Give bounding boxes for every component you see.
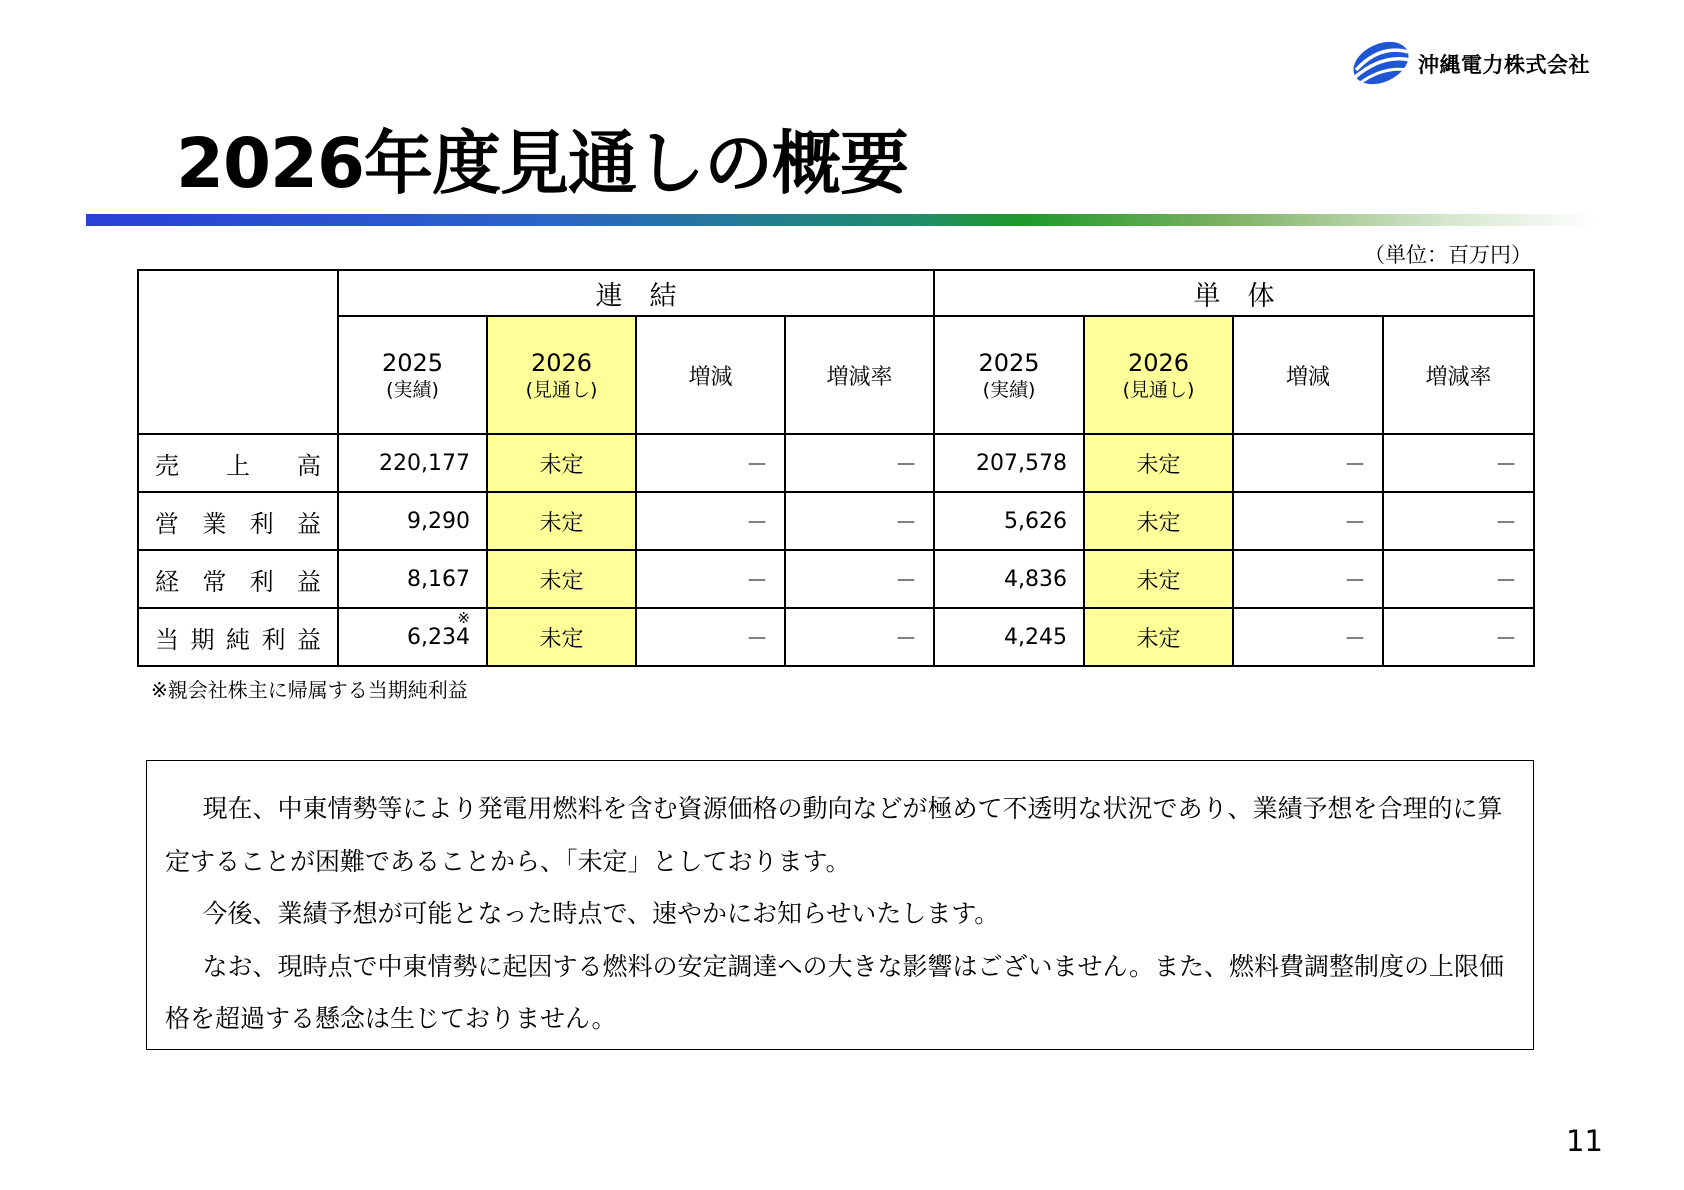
cell-value: 未定 [1084,434,1233,492]
col-header-change-rate-consolidated: 増減率 [785,316,934,434]
table-row [138,492,1534,550]
note-mark: ※ [457,609,470,627]
table-corner-cell [138,270,338,434]
col-header-2025-consolidated [338,316,487,434]
cell-value: － [1383,434,1534,492]
col-year: 2025 [978,349,1040,377]
company-name: 沖縄電力株式会社 [1418,53,1590,77]
cell-value: 4,245 [934,608,1084,666]
cell-value: － [636,608,785,666]
company-logo [1350,40,1590,86]
unit-note: （単位：百万円） [1364,243,1532,267]
cell-value: － [1233,492,1383,550]
row-label: 売 上 高 [138,434,338,492]
cell-value: 220,177 [338,434,487,492]
cell-value: 未定 [487,492,636,550]
cell-value: － [1383,492,1534,550]
cell-value: － [636,434,785,492]
cell-value: － [1383,550,1534,608]
cell-value: － [636,550,785,608]
cell-value: － [636,492,785,550]
col-sub: (実績) [982,379,1036,401]
cell-value: － [785,434,934,492]
col-header-change-rate-standalone: 増減率 [1383,316,1534,434]
row-label: 当期純利益 [138,608,338,666]
notice-box [146,760,1534,1050]
col-header-2026-consolidated [487,316,636,434]
cell-value: 4,836 [934,550,1084,608]
table-footnote: ※親会社株主に帰属する当期純利益 [151,678,468,702]
cell-value: － [1383,608,1534,666]
row-label: 経常利益 [138,550,338,608]
cell-value: － [1233,550,1383,608]
page-title: 2026年度見通しの概要 [176,124,909,204]
col-year: 2025 [381,349,444,377]
table-row [138,434,1534,492]
cell-value: 6,234 [407,624,470,650]
col-year: 2026 [1127,349,1190,377]
cell-value: － [1233,608,1383,666]
row-label: 営業利益 [138,492,338,550]
notice-paragraph: 今後、業績予想が可能となった時点で、速やかにお知らせいたします。 [202,899,1000,928]
col-header-2026-standalone [1084,316,1233,434]
col-header-change-consolidated: 増減 [636,316,785,434]
cell-value: 207,578 [934,434,1084,492]
col-year: 2026 [530,349,593,377]
notice-paragraph: なお、現時点で中東情勢に起因する燃料の安定調達への大きな影響はございません。また、燃料費調整制度の上限価格を超過する懸念は生じておりません。 [165,951,1505,1033]
cell-value: － [785,550,934,608]
col-sub: (見通し) [525,379,598,401]
col-header-change-standalone: 増減 [1233,316,1383,434]
cell-value: 未定 [487,608,636,666]
cell-value: 5,626 [934,492,1084,550]
cell-value: － [785,492,934,550]
cell-value: 未定 [1084,608,1233,666]
financial-forecast-table [137,269,1535,667]
group-header-standalone: 単 体 [934,270,1534,316]
cell-value: 未定 [487,434,636,492]
cell-value: － [785,608,934,666]
title-gradient-bar [86,214,1598,226]
table-row [138,550,1534,608]
col-header-2025-standalone [934,316,1084,434]
notice-paragraph: 現在、中東情勢等により発電用燃料を含む資源価格の動向などが極めて不透明な状況であり、業績予想を合理的に算定することが困難であることから、「未定」としております。 [165,794,1503,876]
cell-value: 9,290 [338,492,487,550]
page-number: 11 [1566,1124,1603,1158]
cell-value: 未定 [487,550,636,608]
table-row [138,608,1534,666]
cell-value: 未定 [1084,550,1233,608]
cell-value: － [1233,434,1383,492]
cell-value-with-note [338,608,487,666]
okiden-logo-icon [1350,40,1412,86]
col-sub: (実績) [386,379,439,401]
cell-value: 未定 [1084,492,1233,550]
col-sub: (見通し) [1122,379,1195,401]
group-header-consolidated: 連 結 [338,270,934,316]
cell-value: 8,167 [338,550,487,608]
